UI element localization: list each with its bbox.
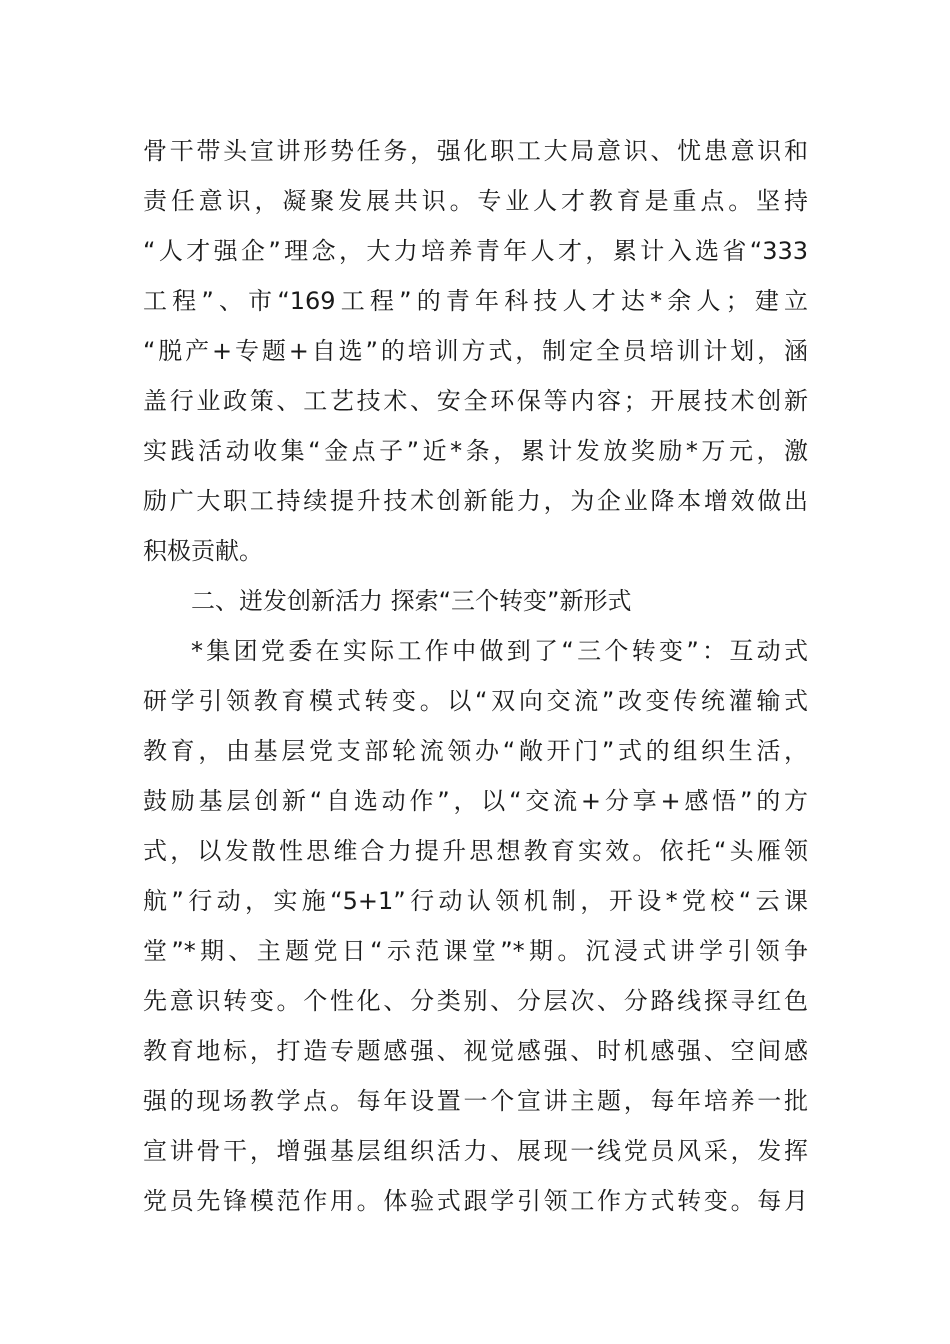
body-text-line: 堂”*期、主题党日“示范课堂”*期。沉浸式讲学引领争 <box>143 937 808 965</box>
body-text-line: 盖行业政策、工艺技术、安全环保等内容；开展技术创新 <box>143 387 808 415</box>
body-text-line: 教育地标，打造专题感强、视觉感强、时机感强、空间感 <box>143 1037 808 1065</box>
body-text-line: 宣讲骨干，增强基层组织活力、展现一线党员风采，发挥 <box>143 1137 808 1165</box>
body-text-line: 骨干带头宣讲形势任务，强化职工大局意识、忧患意识和 <box>143 137 808 165</box>
body-text-line: “人才强企”理念，大力培养青年人才，累计入选省“333 <box>143 237 808 265</box>
body-text-line: 鼓励基层创新“自选动作”，以“交流+分享+感悟”的方 <box>143 787 808 815</box>
body-text-line: “脱产+专题+自选”的培训方式，制定全员培训计划，涵 <box>143 337 808 365</box>
section-heading: 二、迸发创新活力 探索“三个转变”新形式 <box>191 587 632 615</box>
body-text-line: 实践活动收集“金点子”近*条，累计发放奖励*万元，激 <box>143 437 808 465</box>
body-text-line: 式，以发散性思维合力提升思想教育实效。依托“头雁领 <box>143 837 808 865</box>
body-text-line: 教育，由基层党支部轮流领办“敞开门”式的组织生活， <box>143 737 808 765</box>
body-text-line: 积极贡献。 <box>143 537 263 565</box>
body-text-line: 工程”、市“169工程”的青年科技人才达*余人；建立 <box>143 287 808 315</box>
body-text-line: 励广大职工持续提升技术创新能力，为企业降本增效做出 <box>143 487 808 515</box>
body-text-line: *集团党委在实际工作中做到了“三个转变”：互动式 <box>191 637 808 665</box>
body-text-line: 党员先锋模范作用。体验式跟学引领工作方式转变。每月 <box>143 1187 808 1215</box>
body-text-line: 航”行动，实施“5+1”行动认领机制，开设*党校“云课 <box>143 887 808 915</box>
body-text-line: 强的现场教学点。每年设置一个宣讲主题，每年培养一批 <box>143 1087 808 1115</box>
body-text-line: 先意识转变。个性化、分类别、分层次、分路线探寻红色 <box>143 987 808 1015</box>
body-text-line: 研学引领教育模式转变。以“双向交流”改变传统灌输式 <box>143 687 808 715</box>
body-text-line: 责任意识，凝聚发展共识。专业人才教育是重点。坚持 <box>143 187 808 215</box>
